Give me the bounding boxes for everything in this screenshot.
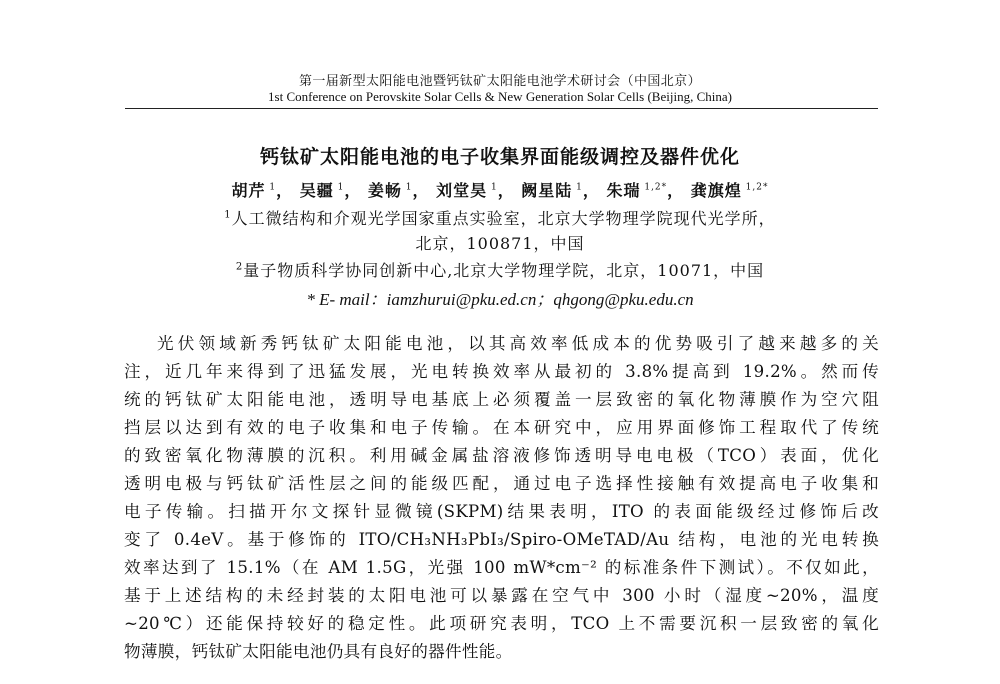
- author-separator: ，: [276, 181, 300, 200]
- abstract-line: 变了 0.4eV。基于修饰的 ITO/CH₃NH₃PbI₃/Spiro-OMeTAD/Au 结构，电池的光电转换: [124, 530, 879, 549]
- author-name: 姜畅: [367, 181, 402, 200]
- conference-header-cn: 第一届新型太阳能电池暨钙钛矿太阳能电池学术研讨会（中国北京）: [298, 74, 701, 89]
- affiliation-1-location: 北京，100871，中国: [415, 234, 585, 253]
- author-name: 刘堂昊: [436, 181, 488, 200]
- author-affiliation-marker: 1: [487, 182, 498, 193]
- abstract-line: ~20℃）还能保持较好的稳定性。此项研究表明，TCO 上不需要沉积一层致密的氧化: [124, 614, 879, 633]
- abstract-line: 的致密氧化物薄膜的沉积。利用碱金属盐溶液修饰透明导电电极（TCO）表面，优化: [124, 446, 879, 465]
- paper-title: 钙钛矿太阳能电池的电子收集界面能级调控及器件优化: [259, 146, 740, 168]
- affiliation-1-text: 人工微结构和介观光学国家重点实验室，北京大学物理学院现代光学所，: [231, 209, 776, 228]
- author-separator: ，: [344, 181, 368, 200]
- author-affiliation-marker: 1: [572, 182, 583, 193]
- author-affiliation-marker: 1,2*: [640, 182, 668, 193]
- abstract-line: 光伏领域新秀钙钛矿太阳能电池，以其高效率低成本的优势吸引了越来越多的关: [157, 334, 879, 353]
- header-rule: [125, 108, 878, 109]
- abstract-line: 效率达到了 15.1%（在 AM 1.5G，光强 100 mW*cm⁻² 的标准条件下测试）。不仅如此，: [124, 558, 879, 577]
- author-name: 吴疆: [299, 181, 334, 200]
- affiliation-2-text: 量子物质科学协同创新中心,北京大学物理学院，北京，10071，中国: [243, 261, 765, 280]
- author-name: 龚旗煌: [690, 181, 742, 200]
- affiliation-1: [0, 206, 1000, 229]
- author-separator: ，: [667, 181, 691, 200]
- abstract-line: 注，近几年来得到了迅猛发展，光电转换效率从最初的 3.8%提高到 19.2%。然而传: [124, 362, 879, 381]
- author-name: 朱瑞: [606, 181, 641, 200]
- abstract-line: 透明电极与钙钛矿活性层之间的能级匹配，通过电子选择性接触有效提高电子收集和: [124, 474, 879, 493]
- author-list: [0, 178, 1000, 201]
- abstract-line: 挡层以达到有效的电子收集和电子传输。在本研究中，应用界面修饰工程取代了传统: [124, 418, 879, 437]
- author-separator: ，: [582, 181, 607, 200]
- contact-email: * E- mail：iamzhurui@pku.ed.cn；qhgong@pku.edu.cn: [306, 290, 694, 309]
- abstract-line: 电子传输。扫描开尔文探针显微镜(SKPM)结果表明，ITO 的表面能级经过修饰后改: [124, 502, 879, 521]
- affiliation-1-marker: 1: [224, 209, 232, 221]
- abstract-line: 物薄膜，钙钛矿太阳能电池仍具有良好的器件性能。: [124, 642, 513, 661]
- author-separator: ，: [497, 181, 522, 200]
- affiliation-2-marker: 2: [235, 261, 244, 273]
- author-name: 胡芹: [231, 181, 266, 200]
- abstract-line: 统的钙钛矿太阳能电池，透明导电基底上必须覆盖一层致密的氧化物薄膜作为空穴阻: [124, 390, 879, 409]
- abstract-body: [124, 330, 879, 666]
- conference-header-en: 1st Conference on Perovskite Solar Cells & New Generation Solar Cells (Beijing, China): [268, 89, 732, 104]
- author-name: 阙星陆: [521, 181, 573, 200]
- author-affiliation-marker: 1: [265, 182, 277, 193]
- affiliation-2: [0, 258, 1000, 281]
- author-separator: ，: [412, 181, 437, 200]
- author-affiliation-marker: 1,2*: [741, 182, 769, 193]
- author-affiliation-marker: 1: [401, 182, 413, 193]
- author-affiliation-marker: 1: [333, 182, 345, 193]
- abstract-line: 基于上述结构的未经封装的太阳电池可以暴露在空气中 300 小时（湿度~20%，温度: [124, 586, 879, 605]
